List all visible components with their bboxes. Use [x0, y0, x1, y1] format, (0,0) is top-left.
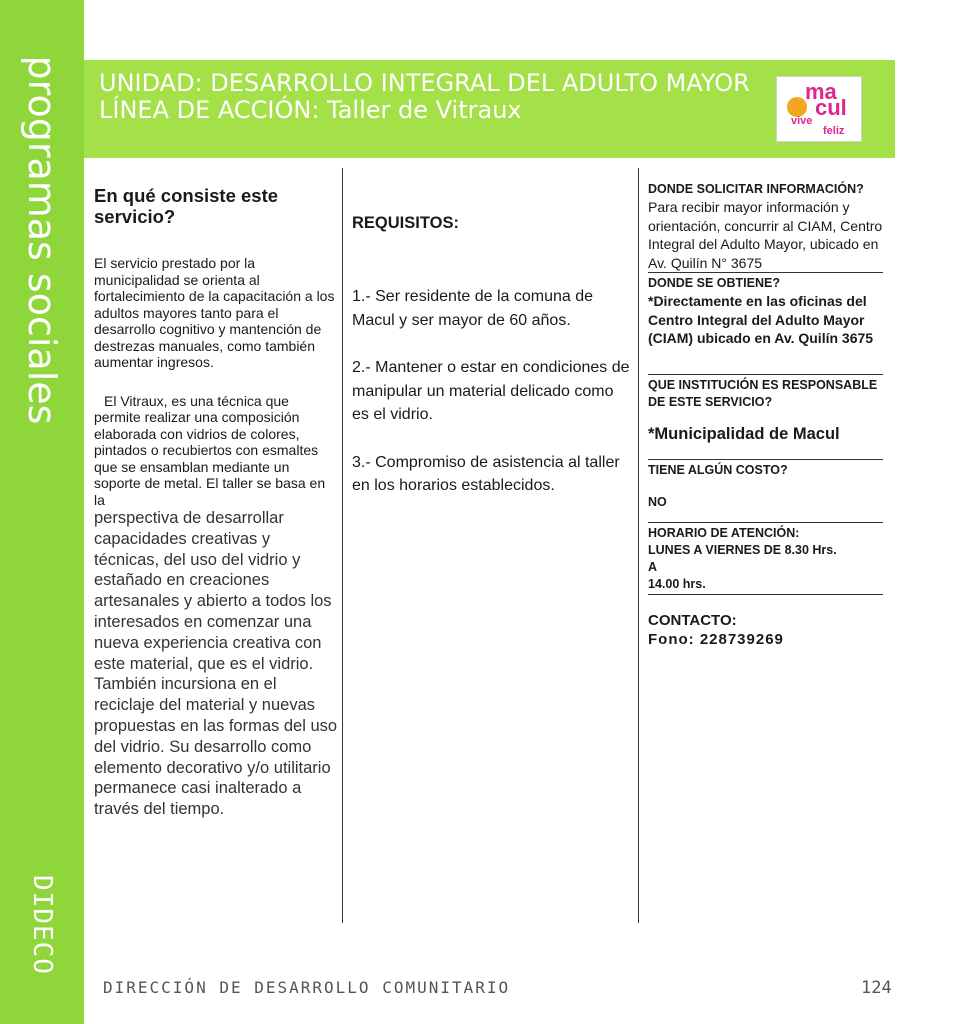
contact-phone: Fono: 228739269 — [648, 630, 784, 648]
hours-line-2: A — [648, 559, 658, 574]
requirement-item: 1.- Ser residente de la comuna de Macul y ser mayor de 60 años. — [352, 288, 594, 329]
requirement-item: 3.- Compromiso de asistencia al taller en los horarios establecidos. — [352, 453, 620, 494]
sidebar-department: DIDECO — [27, 875, 57, 975]
where-obtain-text: *Directamente en las oficinas del Centro Integral del Adulto Mayor (CIAM) ubicado en Av. Quilín 3675 — [648, 293, 874, 346]
logo-text-3: vive — [791, 115, 813, 127]
cost-block — [648, 460, 883, 523]
footer-department: DIRECCIÓN DE DESARROLLO COMUNITARIO — [103, 978, 511, 997]
info-column — [648, 181, 883, 648]
header-banner — [84, 60, 895, 158]
contact-block — [648, 595, 883, 648]
hours-line-3: 14.00 hrs. — [648, 576, 706, 591]
service-column — [94, 185, 339, 820]
hours-label: HORARIO DE ATENCIÓN: — [648, 525, 800, 540]
column-divider-2 — [638, 168, 639, 923]
requirement-item: 2.- Mantener o estar en condiciones de manipular un material delicado como es el vidrio. — [352, 359, 630, 423]
institution-text: *Municipalidad de Macul — [648, 424, 840, 443]
where-obtain-label: DONDE SE OBTIENE? — [648, 276, 780, 290]
cost-label: TIENE ALGÚN COSTO? — [648, 462, 788, 477]
where-info-block — [648, 181, 883, 273]
contact-label: CONTACTO: — [648, 611, 737, 629]
service-paragraph-2b: perspectiva de desarrollar capacidades creativas y técnicas, del uso del vidrio y estañado en creaciones artesanales y abierto a todos los interesados en comenzar una nueva experiencia creativa con este material, que es el vidrio. También incursiona en el reciclaje del material y nuevas propuestas en las formas del uso del vidrio. Su desarrollo como elemento decorativo y/o utilitario permanece casi inalterado a través del tiempo. — [94, 509, 338, 819]
unit-title: UNIDAD: DESARROLLO INTEGRAL DEL ADULTO MAYOR — [99, 69, 750, 97]
macul-logo — [776, 76, 862, 142]
where-obtain-block — [648, 273, 883, 375]
logo-text-2: cul — [815, 95, 847, 120]
service-paragraph-2a: El Vitraux, es una técnica que permite realizar una composición elaborada con vidrios de colores, pintados o recubiertos con esmaltes que se ensamblan mediante un soporte de metal. El taller se basa en la — [94, 392, 326, 508]
cost-text: NO — [648, 494, 667, 509]
service-paragraph-1: El servicio prestado por la municipalidad se orienta al fortalecimiento de la capacitación a los adultos mayores tanto para el desarrollo cognitivo y mantención de destrezas manuales, como también aumentar ingresos. — [94, 255, 335, 370]
column-divider-1 — [342, 168, 343, 923]
hours-line-1: LUNES A VIERNES DE 8.30 Hrs. — [648, 542, 837, 557]
logo-text-4: feliz — [823, 125, 845, 137]
smiley-icon — [787, 97, 807, 117]
where-info-text: Para recibir mayor información y orientación, concurrir al CIAM, Centro Integral del Adulto Mayor, ubicado en Av. Quilín N° 3675 — [648, 199, 883, 271]
institution-label: QUE INSTITUCIÓN ES RESPONSABLE DE ESTE SERVICIO? — [648, 377, 878, 409]
page-number: 124 — [861, 978, 892, 998]
sidebar — [0, 0, 84, 1024]
hours-block — [648, 523, 883, 595]
where-info-label: DONDE SOLICITAR INFORMACIÓN? — [648, 182, 864, 196]
institution-block — [648, 375, 883, 460]
service-title: En qué consiste este servicio? — [94, 185, 279, 227]
sidebar-title: programas sociales — [20, 55, 64, 425]
logo-text-1: ma — [805, 79, 837, 104]
requirements-column — [352, 214, 634, 522]
requirements-title: REQUISITOS: — [352, 214, 459, 232]
action-line-title: LÍNEA DE ACCIÓN: Taller de Vitraux — [99, 96, 522, 124]
